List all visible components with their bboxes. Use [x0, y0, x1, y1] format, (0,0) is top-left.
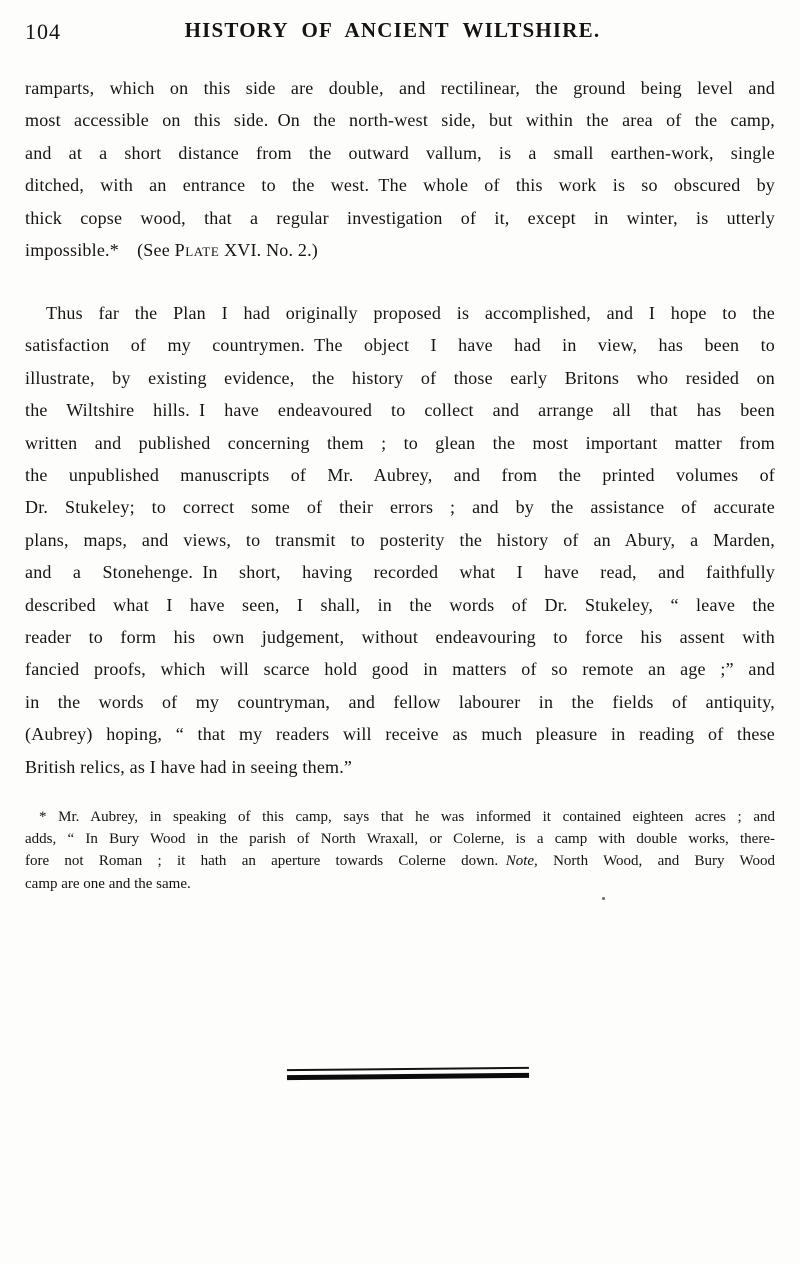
page-number: 104 — [25, 19, 61, 44]
text-line: plans, maps, and views, to transmit to posterity the history of an Abury, a Marden, — [25, 529, 775, 550]
text-line: reader to form his own judgement, without endeavouring to force his assent with — [25, 627, 775, 648]
rule-thick-line — [287, 1073, 529, 1080]
text-line: British relics, as I have had in seeing them.” — [25, 756, 353, 777]
text-line: the unpublished manuscripts of Mr. Aubrey, and from the printed volumes of — [25, 465, 775, 486]
running-header-title: HISTORY OF ANCIENT WILTSHIRE. — [184, 18, 601, 42]
text-line: and at a short distance from the outward vallum, is a small earthen-work, single — [25, 142, 775, 163]
text-line: (Aubrey) hoping, “ that my readers will receive as much pleasure in reading of these — [25, 724, 775, 745]
text-line: satisfaction of my countrymen. The object I have had in view, has been to — [25, 335, 775, 356]
text-line: Dr. Stukeley; to correct some of their errors ; and by the assistance of accurate — [25, 497, 775, 518]
scan-artifact-speck — [602, 897, 605, 900]
text-line: in the words of my countryman, and fellow labourer in the fields of antiquity, — [25, 691, 775, 712]
paragraph-1 — [25, 72, 775, 266]
text-segment: XVI. No. 2.) — [219, 240, 318, 261]
footnote-line: adds, “ In Bury Wood in the parish of North Wraxall, or Colerne, is a camp with double works, there- — [25, 831, 775, 848]
text-line: the Wiltshire hills. I have endeavoured to collect and arrange all that has been — [25, 400, 775, 421]
text-segment: North Wood, and Bury Wood — [537, 853, 775, 870]
text-segment: impossible.* (See — [25, 240, 175, 261]
text-line: and a Stonehenge. In short, having recorded what I have read, and faithfully — [25, 562, 775, 583]
footnote — [25, 806, 775, 895]
footnote-line: camp are one and the same. — [25, 875, 191, 892]
paragraph-2 — [25, 297, 775, 783]
note-italic-segment: Note, — [505, 853, 538, 870]
text-line: fancied proofs, which will scarce hold good in matters of so remote an age ;” and — [25, 659, 775, 680]
text-line: ramparts, which on this side are double, and rectilinear, the ground being level and — [25, 78, 775, 98]
footnote-line-with-note — [25, 850, 775, 872]
text-line: thick copse wood, that a regular investigation of it, except in winter, is utterly — [25, 207, 775, 228]
text-segment: fore not Roman ; it hath an aperture towards Colerne down. — [25, 853, 506, 870]
text-line: ditched, with an entrance to the west. The whole of this work is so obscured by — [25, 175, 775, 196]
text-line: Thus far the Plan I had originally proposed is accomplished, and I hope to the — [46, 303, 775, 323]
footnote-line: * Mr. Aubrey, in speaking of this camp, says that he was informed it contained eighteen acres ; and — [39, 809, 775, 825]
rule-thin-line — [287, 1067, 529, 1071]
text-line: most accessible on this side. On the north-west side, but within the area of the camp, — [25, 110, 775, 131]
text-line: illustrate, by existing evidence, the history of those early Britons who resided on — [25, 367, 775, 388]
section-end-double-rule — [287, 1067, 529, 1080]
text-line: described what I have seen, I shall, in the words of Dr. Stukeley, “ leave the — [25, 594, 775, 615]
plate-smallcaps-segment: Plate — [174, 240, 220, 261]
text-line: written and published concerning them ; to glean the most important matter from — [25, 432, 775, 453]
text-line-plate-reference — [25, 234, 775, 266]
